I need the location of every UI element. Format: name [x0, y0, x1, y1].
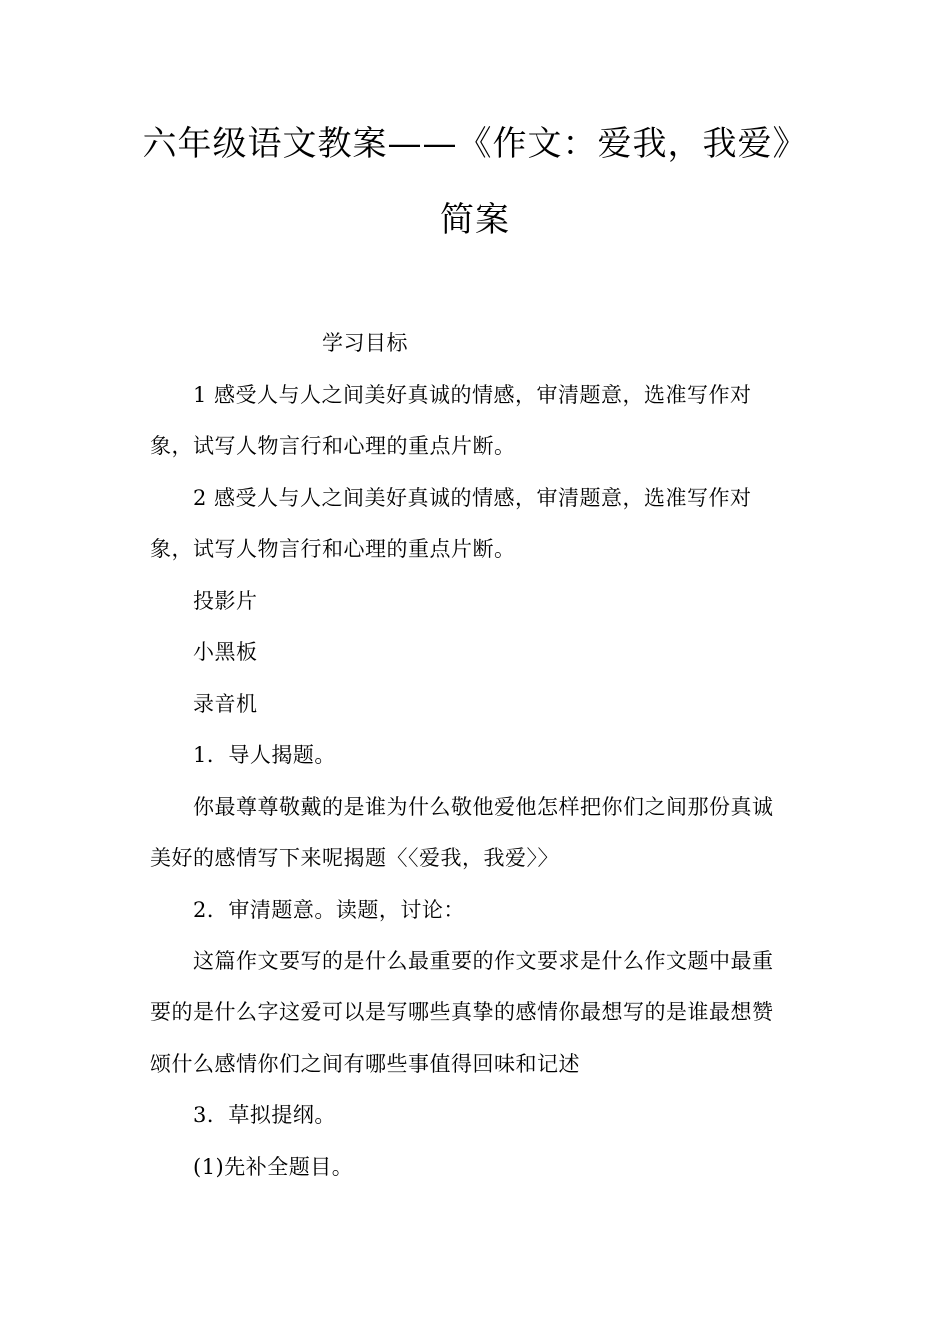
paragraph-line: 2 感受人与人之间美好真诚的情感，审清题意，选准写作对 — [193, 486, 752, 510]
paragraph-line: 象，试写人物言行和心理的重点片断。 — [150, 434, 516, 458]
paragraph-line: 颂什么感情你们之间有哪些事值得回味和记述 — [150, 1052, 580, 1076]
paragraph-line: 录音机 — [193, 692, 258, 716]
document-title-continued: 简案 — [440, 200, 510, 240]
paragraph-line: 1 感受人与人之间美好真诚的情感，审清题意，选准写作对 — [193, 383, 752, 407]
document-title: 六年级语文教案——《作文：爱我，我爱》 — [142, 124, 808, 164]
paragraph-line: 投影片 — [193, 589, 258, 613]
section-heading: 学习目标 — [322, 331, 408, 355]
paragraph-line: 1．导人揭题。 — [193, 743, 336, 767]
paragraph-line: 2．审清题意。读题，讨论： — [193, 898, 465, 922]
paragraph-line: 美好的感情写下来呢揭题〈〈爱我，我爱〉〉 — [150, 846, 559, 870]
paragraph-line: 象，试写人物言行和心理的重点片断。 — [150, 537, 516, 561]
paragraph-line: (1)先补全题目。 — [193, 1155, 354, 1179]
paragraph-line: 这篇作文要写的是什么最重要的作文要求是什么作文题中最重 — [193, 949, 774, 973]
paragraph-line: 3．草拟提纲。 — [193, 1103, 336, 1127]
paragraph-line: 要的是什么字这爱可以是写哪些真挚的感情你最想写的是谁最想赞 — [150, 1000, 774, 1024]
paragraph-line: 你最尊尊敬戴的是谁为什么敬他爱他怎样把你们之间那份真诚 — [193, 795, 774, 819]
paragraph-line: 小黑板 — [193, 640, 258, 664]
